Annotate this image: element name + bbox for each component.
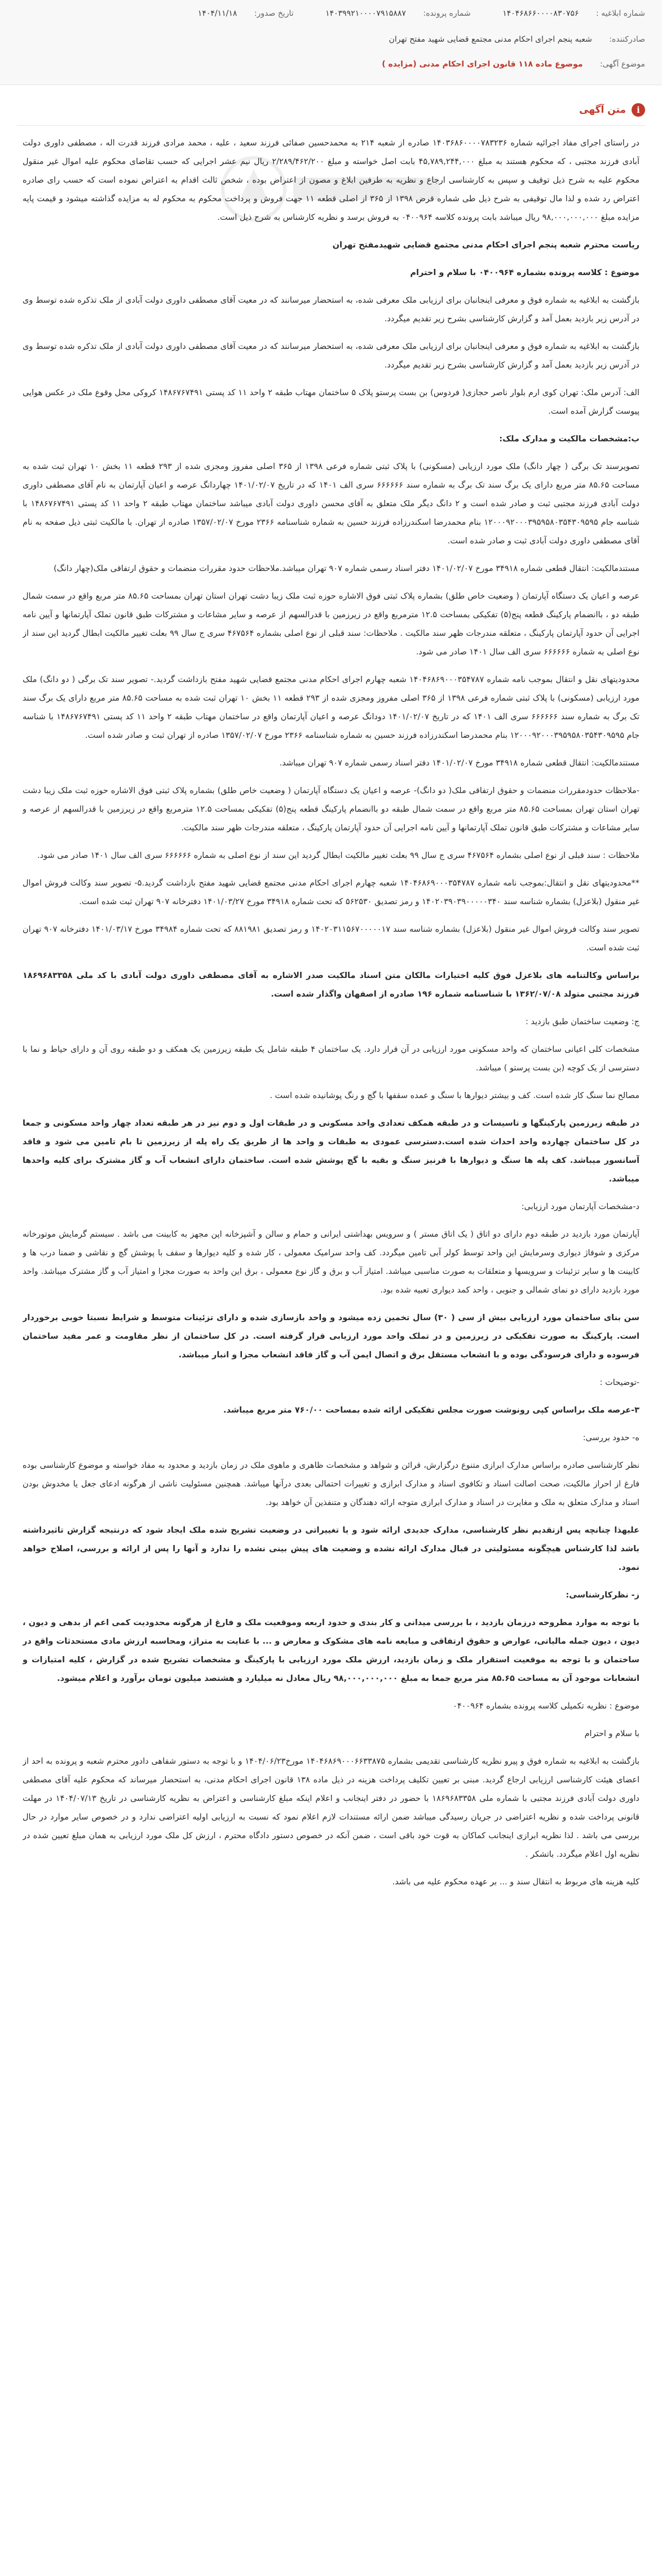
notice-paragraph: براساس وکالتنامه های بلاعزل فوق کلیه اختیارات مالکان متن اسناد مالکیت صدر الاشاره به آقای مصطفی داوری دولت آبادی با کد ملی ۱۸۶۹۶۸۳۳۵۸ فرزند مجتبی متولد ۱۳۶۲/۰۷/۰۸ با شناسنامه شماره ۱۹۶ صادره از اصفهان واگذار شده است. xyxy=(23,971,639,999)
notice-subject-row: موضوع آگهی: موضوع ماده ۱۱۸ قانون اجرای احکام مدنی (مزایده ) xyxy=(382,60,645,69)
notice-paragraph: با سلام و احترام xyxy=(584,1729,639,1738)
notice-paragraph: الف: آدرس ملک: تهران کوی ارم بلوار ناصر حجازی( فردوس) بن بست پرستو پلاک ۵ ساختمان مهتاب طبقه ۲ واحد ۱۱ کد پستی ۱۴۸۶۷۶۷۴۹۱ کروکی محل وقوع ملک در عکس هوایی پیوست گزارش آمده است. xyxy=(23,388,639,416)
notice-paragraph: ریاست محترم شعبه پنجم اجرای احکام مدنی مجتمع قضایی شهیدمفتح تهران xyxy=(332,241,639,250)
notice-paragraph: آپارتمان مورد بازدید در طبقه دوم دارای دو اتاق ( یک اتاق مستر ) و سرویس بهداشتی ایرانی و حمام و سالن و آشپزخانه اپن مجهز به کابینت می باشد . سیستم گرمایش موتورخانه مرکزی و شوفاژ دیواری وسرمایش این واحد توسط کولر آبی تامین میگردد. کف واحد سرامیک معمولی ، کار شده و کلیه دیوارها و سقف با پوشش گچ و نقاشی و ضمنا درب ها و کابینت ها و سایر تزئینات و سرویسها و متعلقات به صورت مناسبی میباشد. امتیاز آب و برق و گاز نوع معمولی ، برق این واحد به صورت مجزا و امتیاز آب و گاز مشترک میباشد. واحد مورد بازدید دارای دو نمای شمالی و جنوبی ، واحد کمد دیواری تعبیه شده بود. xyxy=(23,1230,639,1295)
case-number: شماره پرونده: ۱۴۰۳۹۹۲۱۰۰۰۰۷۹۱۵۸۸۷ xyxy=(325,9,471,18)
notice-paragraph: بازگشت به ابلاغیه به شماره فوق و پیرو نظریه کارشناسی تقدیمی بشماره ۱۴۰۴۶۸۶۹۰۰۰۶۶۳۳۸۷۵ مورخ۱۴۰۴/۰۶/۲۳ و با توجه به دستور شفاهی دادور محترم شعبه و پرونده به احد از اعضای هیئت کارشناسی ارزیابی ارجاع گردید. مبنی بر تعیین تکلیف پرداخت هزینه در ذیل ماده ۱۳۸ قانون اجرای احکام مدنی، به استحضار میرساند که محکوم علیه آقای مصطفی داوری دولت آبادی فرزند مجتبی با شماره ملی ۱۸۶۹۶۸۳۳۵۸ با حضور در دفتر اینجانب و اعلام اینکه مبلغ کارشناسی و اعتراض به نظریه کارشناسی در تاریخ ۱۴۰۴/۰۷/۱۳ در مهلت قانونی پرداخت شده و نظریه اعتراضی در جریان رسیدگی میباشد ضمن ارائه مستندات لازم اعلام نمود که نسبت به ارزیابی اولیه اعتراضی ندارد و در خصوص سایر موارد در حال بررسی می باشد . لذا نظریه ابرازی اینجانب کماکان به قوت خود باقی است ، ضمن آنکه در خصوص دستور دادگاه محترم ، ارزش کل ملک مورد ارزیابی به همان مبلغ تعیین شده در نظریه اول اعلام میگردد. باتشکر . xyxy=(23,1757,639,1859)
issuer-row: صادرکننده: شعبه پنجم اجرای احکام مدنی مجتمع قضایی شهید مفتح تهران xyxy=(389,35,645,44)
notice-header xyxy=(0,0,662,85)
notice-paragraph: تصویرسند تک برگی ( چهار دانگ) ملک مورد ارزیابی (مسکونی) با پلاک ثبتی شماره فرعی ۱۳۹۸ از ۳۶۵ اصلی مفروز ومجزی شده از ۲۹۳ قطعه ۱۱ بخش ۱۰ تهران ثبت شده به مساحت ۸۵.۶۵ متر مربع دارای یک برگ سند تک برگ به شماره سند ۶۶۶۶۶۶ سری الف ۱۴۰۱ که در تاریخ ۱۴۰۱/۰۲/۰۷ چهاردانگ عرصه و اعیان آپارتمان به نام آقای مصطفی داوری دولت آبادی فرزند مجتبی ثبت و صادر شده است و ۲ دانگ دیگر ملک متعلق به آقای محسن داوری دولت آبادی میباشد ساختمان مهتاب طبقه ۲ واحد ۱۱ کد پستی ۱۴۸۶۷۶۷۴۹۱ با شناسه جام ۱۲۰۰۰۹۲۰۰۰۳۹۵۹۵۸۰۳۵۴۳۰۹۵۹۵ بنام محمدرضا اسکندرزاده فرزند حسین به شماره شناسنامه ۲۳۶۶ مورخ ۱۳۵۷/۰۲/۰۷ صادره از تهران. با مالکیت ثبتی ذیل صفحه به نام آقای مصطفی داوری دولت آبادی ثبت و صادر شده است. xyxy=(23,462,639,546)
notice-paragraph: مستندمالکیت: انتقال قطعی شماره ۳۴۹۱۸ مورخ ۱۴۰۱/۰۲/۰۷ دفتر اسناد رسمی شماره ۹۰۷ تهران میباشد.ملاحظات حدود مقررات منضمات و حقوق ارتفاقی ملک(چهار دانگ) xyxy=(54,564,639,573)
notice-paragraph: بازگشت به ابلاغیه به شماره فوق و معرفی اینجانبان برای ارزیابی ملک معرفی شده، به استحضار میرسانند که در معیت آقای مصطفی داوری دولت آبادی از ملک تذکره شده توسط وی در آدرس زیر بازدید بعمل آمد و گزارش کارشناسی بشرح زیر تقدیم میگردد. xyxy=(23,296,639,324)
notice-paragraph: علیهذا چنانچه پس ازتقدیم نظر کارشناسی، مدارک جدیدی ارائه شود و یا تغییراتی در وضعیت تشریح شده ملک ایجاد شود که درنتیجه گزارش تاثیرداشته باشد لذا کارشناس هیچگونه مسئولیتی در قبال مدارک ارائه نشده و وضعیت های پیش بینی نشده را ندارد و آنها را پس از ارائه و بررسی، اصلاح خواهد نمود. xyxy=(23,1526,639,1572)
notice-paragraph: در طبقه زیرزمین پارکینگها و تاسیسات و در طبقه همکف تعدادی واحد مسکونی و در طبقات اول و دوم نیز در هر طبقه تعداد چهار واحد مسکونی و جمعا در کل ساختمان چهارده واحد احداث شده است.دسترسی عمودی به طبقات و واحد ها از طریق یک راه پله از زیرزمین تا بام تامین می شود و فاقد آسانسور میباشد. کف پله ها سنگ و دیوارها با قرنیز سنگ و بقیه با گچ پوشش شده است. ساختمان دارای انشعاب آب و گاز مشترک برای کلیه واحدها میباشد. xyxy=(23,1119,639,1184)
notice-paragraph: **محدودیتهای نقل و انتقال:بموجب نامه شماره ۱۴۰۴۶۸۶۹۰۰۰۳۵۴۷۸۷ شعبه چهارم اجرای احکام مدنی مجتمع قضایی شهید مفتح بازداشت گردید.۵- تصویر سند وکالت فروش اموال غیر منقول (بلاعزل) بشماره شناسه سند ۱۴۰۲۰۳۹۰۳۹۰۰۰۰۰۳۴۰ و رمز تصدیق ۵۶۲۵۳۰ که تحت شماره ۳۴۹۱۸ مورخ ۱۴۰۱/۰۳/۲۷ دفترخانه ۹۰۷ تهران ثبت شده است. xyxy=(23,879,639,906)
notice-paragraph: ج: وضعیت ساختمان طبق بازدید : xyxy=(525,1017,639,1026)
issue-date: تاریخ صدور: ۱۴۰۴/۱۱/۱۸ xyxy=(197,9,294,18)
header-row-ids xyxy=(17,9,645,18)
notice-paragraph: مصالح نما سنگ کار شده است. کف و بیشتر دیوارها با سنگ و عمده سقفها با گچ و رنگ پوشانیده شده است . xyxy=(270,1091,639,1100)
notice-paragraph: -توضیحات : xyxy=(599,1378,639,1387)
notice-paragraph: بازگشت به ابلاغیه به شماره فوق و معرفی اینجانبان برای ارزیابی ملک معرفی شده، به استحضار میرسانند که در معیت آقای مصطفی داوری دولت آبادی از ملک تذکره شده توسط وی در آدرس زیر بازدید بعمل آمد و گزارش کارشناسی بشرح زیر تقدیم میگردد. xyxy=(23,342,639,370)
notice-paragraph: ملاحظات : سند قبلی از نوع اصلی بشماره ۴۶۷۵۶۴ سری ج سال ۹۹ بعلت تغییر مالکیت ابطال گردید این سند از نوع اصلی به شماره ۶۶۶۶۶۶ سری الف سال ۱۴۰۱ صادر می شود. xyxy=(37,851,639,860)
divider xyxy=(17,125,645,126)
notice-paragraph: کلیه هزینه های مربوط به انتقال سند و ... بر عهده محکوم علیه می باشد. xyxy=(392,1878,639,1887)
info-icon: i xyxy=(632,103,645,117)
notice-paragraph: موضوع : کلاسه پرونده بشماره ۰۴۰۰۹۶۴ با سلام و احترام xyxy=(410,268,639,277)
notice-paragraph: -ملاحظات حدودمقررات منضمات و حقوق ارتفاقی ملک( دو دانگ)- عرصه و اعیان یک دستگاه آپارتمان ( وضعیت خاص طلق) بشماره پلاک ثبتی فوق الاشاره حوزه ثبت ملک زیبا دشت تهران استان تهران بمساحت ۸۵.۶۵ متر مربع واقع در سمت شمال طبقه دو باانضمام پارکینگ قطعه پنج(۵) تفکیکی بمساحت ۱۲.۵ مترمربع واقع در زیرزمین با قدرالسهم از عرصه و سایر مشاعات و مشترکات طبق قانون تملک آپارتمانها و آیین نامه اجرایی آن حدود آپارتمان پارکینگ ، متعلقه مندرجات ظهر سند مالکیت. xyxy=(23,786,639,833)
notice-paragraph: محدودیتهای نقل و انتقال بموجب نامه شماره ۱۴۰۴۶۸۶۹۰۰۰۳۵۴۷۸۷ شعبه چهارم اجرای احکام مدنی مجتمع قضایی شهید مفتح بازداشت گردید.- تصویر سند تک برگی ( دو دانگ) ملک مورد ارزیابی (مسکونی) با پلاک ثبتی شماره فرعی ۱۳۹۸ از ۳۶۵ اصلی مفروز ومجزی شده از ۲۹۳ قطعه ۱۱ بخش ۱۰ تهران ثبت شده به مساحت ۸۵.۶۵ متر مربع دارای یک برگ سند تک برگ به شماره سند ۶۶۶۶۶۶ سری الف ۱۴۰۱ که در تاریخ ۱۴۰۱/۰۲/۰۷ دودانگ عرصه و اعیان آپارتمان واقع در ساختمان مهتاب طبقه ۲ واحد ۱۱ کد پستی ۱۴۸۶۷۶۷۴۹۱ با شناسه جام ۱۲۰۰۰۹۲۰۰۰۳۹۵۹۵۸۰۳۵۴۳۰۹۵۹۵ بنام محمدرضا اسکندرزاده فرزند حسین به شماره شناسنامه ۲۳۶۶ مورخ ۱۳۵۷/۰۲/۰۷ صادره از تهران ثبت و صادر شده است. xyxy=(23,675,639,740)
notice-body xyxy=(23,134,639,2559)
notice-paragraph: ه- حدود بررسی: xyxy=(582,1433,639,1442)
notice-paragraph: عرصه و اعیان یک دستگاه آپارتمان ( وضعیت خاص طلق) بشماره پلاک ثبتی فوق الاشاره حوزه ثبت ملک زیبا دشت تهران استان تهران بمساحت ۸۵.۶۵ متر مربع واقع در سمت شمال طبقه دو ، باانضمام پارکینگ قطعه پنج(۵) تفکیکی بمساحت ۱۲.۵ مترمربع واقع در زیرزمین با قدرالسهم از عرصه و سایر مشاعات و مشترکات طبق قانون تملک آپارتمانها و آیین نامه اجرایی آن حدود آپارتمان پارکینگ ، متعلقه مندرجات ظهر سند مالکیت . ملاحظات: سند قبلی از نوع اصلی بشماره ۴۶۷۵۶۴ سری ج سال ۹۹ بعلت تغییر مالکیت ابطال گردید این سند از نوع اصلی به شماره ۶۶۶۶۶۶ سری الف سال ۱۴۰۱ صادر می شود. xyxy=(23,592,639,657)
notice-paragraph: سن بنای ساختمان مورد ارزیابی بیش از سی ( ۳۰) سال تخمین زده میشود و واحد بازسازی شده و دارای تزئینات متوسط و شرایط نسبتا خوبی برخوردار است. پارکینگ به صورت تفکیکی در زیرزمین و در تملک واحد مورد ارزیابی قرار گرفته است. در کل ساختمان از نظر مقاومت و عمر مفید ساختمان فرسوده و دارای فرسودگی بوده و با انشعاب مستقل برق و اتصال ایمن آب و گاز فاقد انشعاب مجزا و انبار میباشد. xyxy=(23,1313,639,1360)
notice-paragraph: با توجه به موارد مطروحه درزمان بازدید ، با بررسی میدانی و کار بندی و حدود اربعه وموقعیت ملک و فارغ از هرگونه محدودیت کمی اعم از بدهی و دیون ، دیون ، دیون جمله مالیاتی، عوارض و حقوق ارتفاقی و مبایعه نامه های مشکوک و معارض و ... با عنایت به متراژ، ومحاسبه ارزش مادی مستحدثات واقع در ساختمان و با توجه به موقعیت استقرار ملک و زمان بازدید، ارزش ملک مورد ارزیابی با پارکینگ و مشخصات تشریح شده در گزارش ، کلیه امتیازات و انشعابات موجود آن به مساحت ۸۵.۶۵ متر مربع جمعا به مبلغ ۹۸,۰۰۰,۰۰۰,۰۰۰ ریال معادل نه میلیارد و هشتصد میلیون تومان برآورد و اعلام میشود. xyxy=(23,1618,639,1683)
notice-number: شماره ابلاغیه : ۱۴۰۴۶۸۶۶۰۰۰۰۸۳۰۷۵۶ xyxy=(502,9,645,18)
notice-paragraph: مشخصات کلی اعیانی ساختمان که واحد مسکونی مورد ارزیابی در آن قرار دارد. یک ساختمان ۴ طبقه شامل یک طبقه زیرزمین یک همکف و دو طبقه روی آن و دارای حیاط و نما با دسترسی از یک کوچه (بن بست پرستو ) میباشد. xyxy=(23,1045,639,1073)
notice-paragraph: د-مشخصات آپارتمان مورد ارزیابی: xyxy=(521,1202,639,1211)
notice-paragraph: ز- نظرکارشناسی: xyxy=(566,1591,639,1600)
notice-paragraph: ب:مشخصات مالکیت و مدارک ملک: xyxy=(499,435,639,444)
section-title: متن آگهی xyxy=(579,104,626,116)
notice-paragraph: مستندمالکیت: انتقال قطعی شماره ۳۴۹۱۸ مورخ ۱۴۰۱/۰۲/۰۷ دفتر اسناد رسمی شماره ۹۰۷ تهران میباشد. xyxy=(279,759,639,768)
notice-text-heading xyxy=(579,100,645,119)
notice-paragraph: تصویر سند وکالت فروش اموال غیر منقول (بلاعزل) بشماره شناسه سند ۱۴۰۲۰۳۱۱۵۶۷۰۰۰۰۰۱۷ و رمز تصدیق ۸۸۱۹۸۱ که تحت شماره ۳۴۹۸۴ مورخ ۱۴۰۱/۰۳/۱۷ دفترخانه ۹۰۷ تهران ثبت شده است. xyxy=(23,925,639,953)
notice-paragraph: نظر کارشناسی صادره براساس مدارک ابرازی متنوع درگزارش، قرائن و شواهد و مشخصات ظاهری و ماهوی ملک در زمان بازدید و محدود به مفاد خواسته و موضوع کارشناسی بوده فارغ از احراز مالکیت، صحت اصالت اسناد و تکافوی اسناد و مدارک ابرازی و تغییرات احتمالی بعدی درآنها میباشد. همچنین مسئولیت ناشی از هرگونه ادعای جعل یا مخدوش بودن اسناد و مدارک متعلق به ملک و مغایرت در اسناد و مدارک ابرازی متوجه ارائه دهندگان و متنفذین آن خواهد بود. xyxy=(23,1461,639,1507)
notice-paragraph: ۳-عرصه ملک براساس کپی رونوشت صورت مجلس تفکیکی ارائه شده بمساحت ۷۶۰/۰۰ متر مربع میباشد. xyxy=(223,1406,639,1415)
notice-paragraph: در راستای اجرای مفاد اجرائیه شماره ۱۴۰۳۶۸۶۰۰۰۰۷۸۳۲۳۶ صادره از شعبه ۲۱۴ به محمدحسین صفائی فرزند سعید ، علیه ، محمد مرادی فرزند قدرت اله ، مصطفی داوری دولت آبادی فرزند مجتبی ، که محکوم هستند به مبلغ ۴۵,۷۸۹,۲۴۴,۰۰۰ بابت اصل خواسته و مبلغ ۲/۲۸۹/۴۶۲/۲۰۰ ریال نیم عشر اجرایی که حسب تقاضای محکوم علیه اموال غیر منقول محکوم علیه به شرح ذیل توقیف و سپس به کارشناسی ارجاع و نظریه به طرفین ابلاغ و مصون از اعتراض بوده ، شخص ثالث اقدام به اعتراض نموده است که حسب رای صادره اعتراض رد شده و لذا مال توقیفی به شرح ذیل طی شماره قرض ۱۳۹۸ از ۳۶۵ از اصلی قطعه ۱۱ جهت فروش و پرداخت محکوم به محکوم له به مزایده گذاشته میشود و قیمت پایه مزایده مبلغ ۹۸,۰۰۰,۰۰۰,۰۰۰ ریال میباشد بابت پرونده کلاسه ۰۴۰۰۹۶۴ به فروش برسد و نظریه کارشناس به شرح ذیل است. xyxy=(23,139,639,222)
notice-paragraph: موضوع : نظریه تکمیلی کلاسه پرونده بشماره ۰۴۰۰۹۶۴ xyxy=(453,1702,639,1711)
